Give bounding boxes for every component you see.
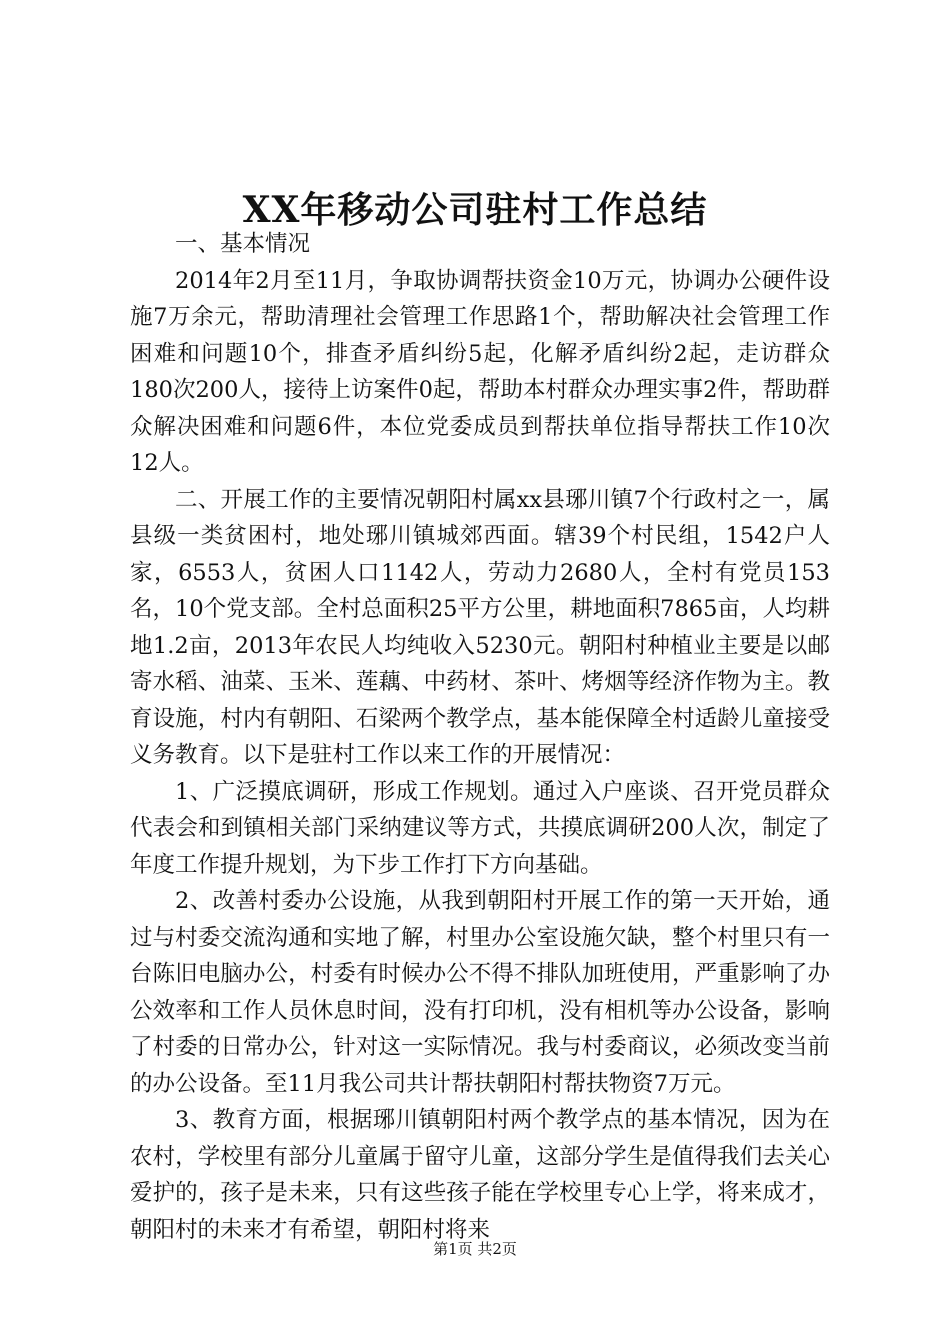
- document-title: XX年移动公司驻村工作总结: [242, 189, 708, 231]
- page-number-footer: 第1页 共2页: [433, 1240, 517, 1258]
- paragraph: 2014年2月至11月，争取协调帮扶资金10万元，协调办公硬件设施7万余元，帮助清理社会管理工作思路1个，帮助解决社会管理工作困难和问题10个，排查矛盾纠纷5起，化解矛盾纠纷2起，走访群众180次200人，接待上访案件0起，帮助本村群众办理实事2件，帮助群众解决困难和问题6件，本位党委成员到帮扶单位指导帮扶工作10次12人。: [130, 267, 830, 476]
- paragraph: 2、改善村委办公设施，从我到朝阳村开展工作的第一天开始，通过与村委交流沟通和实地了解，村里办公室设施欠缺，整个村里只有一台陈旧电脑办公，村委有时候办公不得不排队加班使用，严重影响了办公效率和工作人员休息时间，没有打印机，没有相机等办公设备，影响了村委的日常办公，针对这一实际情况。我与村委商议，必须改变当前的办公设备。至11月我公司共计帮扶朝阳村帮扶物资7万元。: [130, 888, 830, 1097]
- paragraph: 二、开展工作的主要情况朝阳村属xx县琊川镇7个行政村之一，属县级一类贫困村，地处琊川镇城郊西面。辖39个村民组，1542户人家，6553人，贫困人口1142人，劳动力2680人，全村有党员153名，10个党支部。全村总面积25平方公里，耕地面积7865亩，人均耕地1.2亩，2013年农民人均纯收入5230元。朝阳村种植业主要是以邮寄水稻、油菜、玉米、莲藕、中药材、茶叶、烤烟等经济作物为主。教育设施，村内有朝阳、石梁两个教学点，基本能保障全村适龄儿童接受义务教育。以下是驻村工作以来工作的开展情况：: [130, 486, 830, 768]
- paragraph-section-heading: 一、基本情况: [175, 231, 311, 257]
- document-body: [130, 226, 830, 1248]
- paragraph: 3、教育方面，根据琊川镇朝阳村两个教学点的基本情况，因为在农村，学校里有部分儿童属于留守儿童，这部分学生是值得我们去关心爱护的，孩子是未来，只有这些孩子能在学校里专心上学，将来成才，朝阳村的未来才有希望，朝阳村将来: [130, 1107, 830, 1243]
- paragraph: 1、广泛摸底调研，形成工作规划。通过入户座谈、召开党员群众代表会和到镇相关部门采纳建议等方式，共摸底调研200人次，制定了年度工作提升规划，为下步工作打下方向基础。: [130, 778, 830, 878]
